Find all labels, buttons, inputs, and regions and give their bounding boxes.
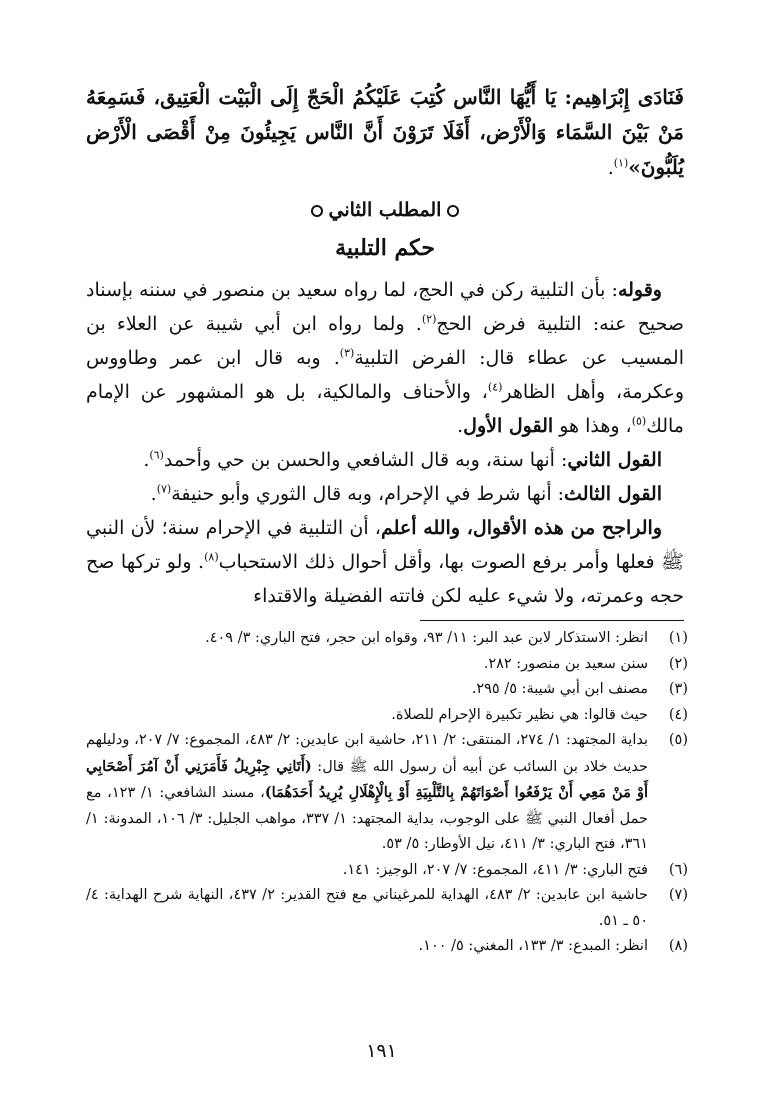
paragraph-preferred-opinion: والراجح من هذه الأقوال، والله أعلم، أن التلبية في الإحرام سنة؛ لأن النبي ﷺ فعلها وأمر برفع الصوت بها، وأقل أحوال ذلك الاستحباب$^{(٨)}$. ولو تركها صح حجه وعمرته، ولا شيء عليه لكن فاتته الفضيلة والاقتداء (86, 517, 684, 607)
footnote-text: حاشية ابن عابدين: ٢/ ٤٨٣، الهداية للمرغيناني مع فتح القدير: ٢/ ٤٣٧، النهاية شرح الهداية: ٤/ ٥٠ ـ ٥١. (86, 887, 648, 929)
footnote-ref[interactable]: (٣) (339, 346, 355, 360)
paragraph-third-opinion: القول الثالث: أنها شرط في الإحرام، وبه قال الثوري وأبو حنيفة$^{(٧)}$. (150, 482, 662, 505)
footnote-text: فتح الباري: ٣/ ٤١١، المجموع: ٧/ ٢٠٧، الوجيز: ١٤١. (342, 861, 648, 878)
footnote-text: مصنف ابن أبي شيبة: ٥/ ٢٩٥. (471, 681, 648, 697)
footnote-item (86, 626, 688, 652)
hadith-quote: (أَتَانِي جِبْرِيلُ فَأَمَرَنِي أَنْ آمُرَ أَصْحَابِي أَوْ مَنْ مَعِي أَنْ يَرْفَعُوا أَصْوَاتَهُمْ بِالتَّلْبِيَةِ أَوْ بِالْإِهْلَالِ يُرِيدُ أَحَدَهُمَا) (86, 757, 649, 801)
paragraph-second-opinion: القول الثاني: أنها سنة، وبه قال الشافعي والحسن بن حي وأحمد$^{(٦)}$. (143, 448, 662, 471)
intro-quote: فَنَادَى إِبْرَاهِيم: يَا أَيُّهَا النَّاس كُتِبَ عَلَيْكُمُ الْحَجّ إِلَى الْبَيْت الْعَتِيق، فَسَمِعَهُ مَنْ بَيْنَ السَّمَاء وَالْأَرْض، أَفَلَا تَرَوْنَ أَنَّ النَّاس يَجِيئُونَ مِنْ أَقْصَى الْأَرْض يُلَبُّونَ» (86, 85, 684, 179)
footnote-ref[interactable]: (٧) (156, 482, 172, 496)
intro-paragraph: فَنَادَى إِبْرَاهِيم: يَا أَيُّهَا النَّاس كُتِبَ عَلَيْكُمُ الْحَجّ إِلَى الْبَيْت الْعَتِيق، فَسَمِعَهُ مَنْ بَيْنَ السَّمَاء وَالْأَرْض، أَفَلَا تَرَوْنَ أَنَّ النَّاس يَجِيئُونَ مِنْ أَقْصَى الْأَرْض يُلَبُّونَ»$^{(١)}$. (86, 85, 684, 179)
section-heading: المطلب الثاني (86, 193, 684, 227)
footnote-text: انظر: الاستذكار لابن عبد البر: ١١/ ٩٣، وقواه ابن حجر، فتح الباري: ٣/ ٤٠٩. (205, 630, 648, 646)
section-title: حكم التلبية (335, 235, 435, 261)
page-number: ١٩١ (366, 1040, 397, 1062)
footnote-item (86, 883, 688, 934)
footnote-item (86, 703, 688, 729)
paragraph-label: والراجح من هذه الأقوال، والله أعلم (380, 517, 662, 539)
footnote-number: (٥) (668, 732, 688, 748)
footnote-ref[interactable]: (١) (613, 156, 629, 170)
footnote-item (86, 677, 688, 703)
main-text (86, 80, 684, 613)
footnote-number: (٦) (668, 861, 688, 878)
footnote-item (86, 858, 688, 884)
footnotes (86, 626, 688, 960)
footnote-ref[interactable]: (٢) (421, 312, 437, 326)
paragraph-label: القول الثالث (564, 483, 662, 505)
footnote-number: (٢) (668, 655, 688, 672)
footnote-ref[interactable]: (٤) (487, 380, 503, 394)
footnote-divider (420, 620, 684, 621)
footnote-ref[interactable]: (٥) (631, 414, 647, 428)
footnote-text: انظر: المبدع: ٣/ ١٣٣، المغني: ٥/ ١٠٠. (418, 938, 648, 954)
footnote-number: (٨) (668, 938, 688, 954)
footnote-number: (٣) (668, 681, 688, 697)
ring-ornament-icon (447, 205, 459, 217)
footnote-text: سنن سعيد بن منصور: ٢٨٢. (483, 655, 648, 672)
footnote-number: (١) (668, 630, 688, 646)
footnote-item (86, 934, 688, 960)
ring-ornament-icon (311, 205, 323, 217)
footnote-text: حيث قالوا: هي نظير تكبيرة الإحرام للصلاة. (391, 706, 648, 723)
first-opinion-label: القول الأول (463, 415, 554, 437)
footnote-number: (٧) (668, 887, 688, 903)
footnote-item (86, 652, 688, 678)
footnote-text: بداية المجتهد: ١/ ٢٧٤، المنتقى: ٢/ ٢١١، حاشية ابن عابدين: ٢/ ٤٨٣، المجموع: ٧/ ٢٠٧، ودليلهم حديث خلاد بن السائب عن أبيه أن رسول الله ﷺ قال: (أَتَانِي جِبْرِيلُ فَأَمَرَنِي أَنْ آمُرَ أَصْحَابِي أَوْ مَنْ مَعِي أَنْ يَرْفَعُوا أَصْوَاتَهُمْ بِالتَّلْبِيَةِ أَوْ بِالْإِهْلَالِ يُرِيدُ أَحَدَهُمَا)، مسند الشافعي: ١/ ١٢٣، مع حمل أفعال النبي ﷺ على الوجوب، بداية المجتهد: ١/ ٣٣٧، مواهب الجليل: ٣/ ١٠٦، المدونة: ١/ ٣٦١، فتح الباري: ٣/ ٤١١، نيل الأوطار: ٥/ ٥٣. (86, 732, 649, 852)
footnote-ref[interactable]: (٦) (149, 448, 164, 462)
paragraph-label: وقوله (617, 279, 662, 301)
paragraph-label: القول الثاني (567, 449, 662, 471)
footnote-item (86, 728, 688, 858)
paragraph-first-opinion: وقوله: بأن التلبية ركن في الحج، لما رواه سعيد بن منصور في سننه بإسناد صحيح عنه: التلبية فرض الحج$^{(٢)}$. ولما رواه ابن أبي شيبة عن العلاء بن المسيب عن عطاء قال: الفرض التلبية$^{(٣)}$. وبه قال ابن عمر وطاووس وعكرمة، وأهل الظاهر$^{(٤)}$، والأحناف والمالكية، بل هو المشهور عن الإمام مالك$^{(٥)}$، وهذا هو القول الأول. (86, 279, 685, 437)
footnote-ref[interactable]: (٨) (204, 550, 219, 564)
footnote-number: (٤) (668, 706, 688, 723)
